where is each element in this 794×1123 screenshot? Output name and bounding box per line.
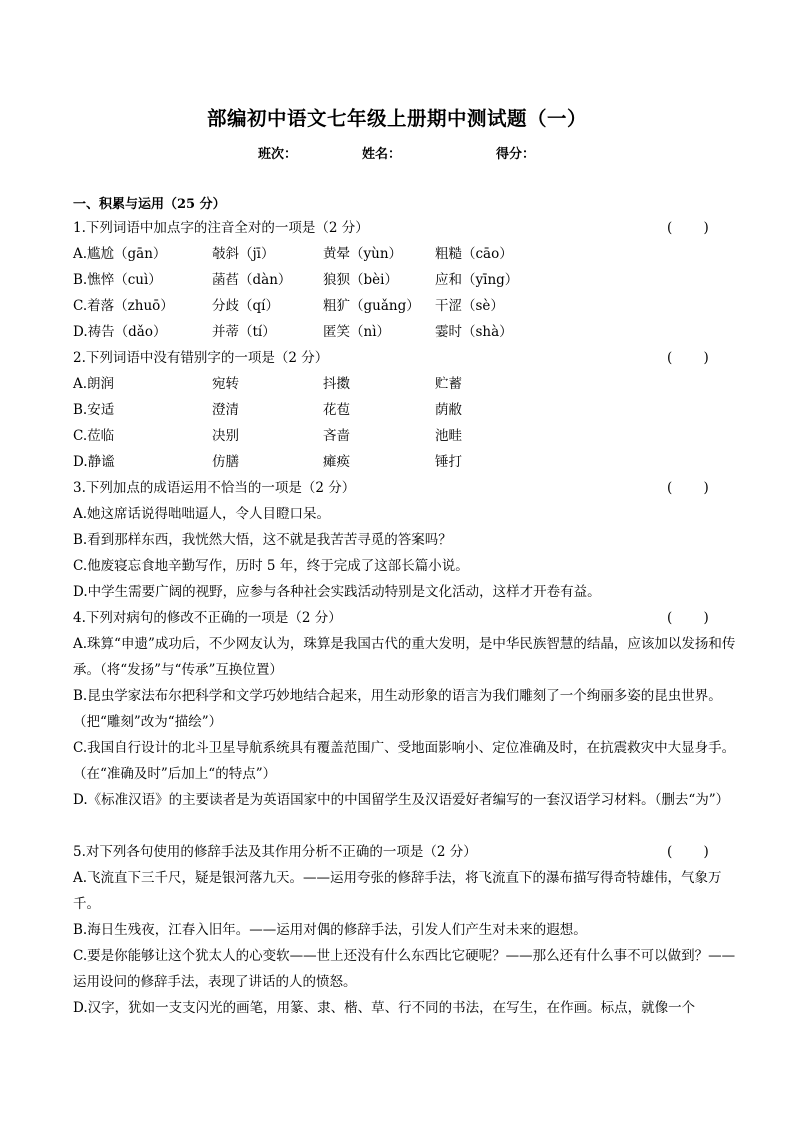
q1-option-cell: C.着落（zhuō） <box>73 298 174 314</box>
name-label: 姓名： <box>362 147 402 162</box>
q3-option: A.她这席话说得咄咄逼人，令人目瞪口呆。 <box>73 506 331 522</box>
q3-option: D.中学生需要广阔的视野，应参与各种社会实践活动特别是文化活动，这样才开卷有益。 <box>73 584 601 600</box>
q4-option: D.《标准汉语》的主要读者是为英语国家中的中国留学生及汉语爱好者编写的一套汉语学习材料。（删去“为”） <box>73 792 730 808</box>
q2-option-cell: D.静谧 <box>73 454 115 470</box>
q1-option-cell: 攲斜（jī） <box>212 246 275 262</box>
q1-option-cell: 狼狈（bèi） <box>323 272 398 288</box>
q4-option: C.我国自行设计的北斗卫星导航系统具有覆盖范围广、受地面影响小、定位准确及时，在抗震救灾中大显身手。（在“准确及时”后加上“的特点”） <box>73 740 736 782</box>
q2-option-cell: 瘫痪 <box>323 454 350 470</box>
q1-option-cell: 霎时（shà） <box>435 324 513 340</box>
q1-option-cell: 黄晕（yùn） <box>323 246 403 262</box>
q3-option: B.看到那样东西，我恍然大悟，这不就是我苦苦寻觅的答案吗？ <box>73 532 452 548</box>
q2-option-cell: 澄清 <box>212 402 239 418</box>
answer-bracket: ( ) <box>667 480 709 496</box>
q2-option-cell: 池畦 <box>435 428 462 444</box>
q3-option: C.他废寝忘食地辛勤写作，历时 5 年，终于完成了这部长篇小说。 <box>73 558 469 574</box>
q2-option-cell: 仿膳 <box>212 454 239 470</box>
q2-option-cell: B.安适 <box>73 402 115 418</box>
q1-option-cell: 粗糙（cāo） <box>435 246 513 262</box>
score-label: 得分： <box>496 147 536 162</box>
q2-option-cell: C.莅临 <box>73 428 115 444</box>
q2-option-cell: 荫敝 <box>435 402 462 418</box>
q5-option: D.汉字，犹如一支支闪光的画笔，用篆、隶、楷、草、行不同的书法，在写生，在作画。标点，就像一个 <box>73 1000 696 1016</box>
q2-option-cell: A.朗润 <box>73 376 115 392</box>
answer-bracket: ( ) <box>667 350 709 366</box>
q2-option-cell: 宛转 <box>212 376 239 392</box>
q4-option: B.昆虫学家法布尔把科学和文学巧妙地结合起来，用生动形象的语言为我们雕刻了一个绚丽多姿的昆虫世界。（把“雕刻”改为“描绘”） <box>73 688 722 730</box>
q5-option: B.海日生残夜，江春入旧年。——运用对偶的修辞手法，引发人们产生对未来的遐想。 <box>73 922 587 938</box>
answer-bracket: ( ) <box>667 610 709 626</box>
q1-option-cell: D.祷告（dǎo） <box>73 324 167 340</box>
q1-option-cell: 并蒂（tí） <box>212 324 276 340</box>
q1-option-cell: 应和（yīng） <box>435 272 519 288</box>
q1-option-cell: A.尴尬（gān） <box>73 246 167 262</box>
question-2-stem: 2.下列词语中没有错别字的一项是（2 分） <box>73 350 329 366</box>
q2-option-cell: 锤打 <box>435 454 462 470</box>
q2-option-cell: 花苞 <box>323 402 350 418</box>
exam-title: 部编初中语文七年级上册期中测试题（一） <box>206 107 587 130</box>
answer-bracket: ( ) <box>667 844 709 860</box>
question-5-stem: 5.对下列各句使用的修辞手法及其作用分析不正确的一项是（2 分） <box>73 844 477 860</box>
q4-option: A.珠算“申遗”成功后，不少网友认为，珠算是我国古代的重大发明，是中华民族智慧的结晶，应该加以发扬和传承。（将“发扬”与“传承”互换位置） <box>73 636 736 678</box>
q1-option-cell: B.憔悴（cuì） <box>73 272 162 288</box>
question-1-stem: 1.下列词语中加点字的注音全对的一项是（2 分） <box>73 220 369 236</box>
q1-option-cell: 菡萏（dàn） <box>212 272 292 288</box>
section-heading: 一、积累与运用（25 分） <box>73 197 226 212</box>
q2-option-cell: 吝啬 <box>323 428 350 444</box>
q1-option-cell: 干涩（sè） <box>435 298 504 314</box>
q5-option: C.要是你能够让这个犹太人的心变软——世上还没有什么东西比它硬呢？——那么还有什么事不可以做到？——运用设问的修辞手法，表现了讲话的人的愤怒。 <box>73 948 736 990</box>
q2-option-cell: 抖擞 <box>323 376 350 392</box>
q2-option-cell: 贮蓄 <box>435 376 462 392</box>
class-label: 班次： <box>258 147 298 162</box>
answer-bracket: ( ) <box>667 220 709 236</box>
q1-option-cell: 匿笑（nì） <box>323 324 391 340</box>
q1-option-cell: 粗犷（guǎng） <box>323 298 420 314</box>
question-3-stem: 3.下列加点的成语运用不恰当的一项是（2 分） <box>73 480 356 496</box>
q1-option-cell: 分歧（qí） <box>212 298 279 314</box>
q5-option: A.飞流直下三千尺，疑是银河落九天。——运用夸张的修辞手法，将飞流直下的瀑布描写得奇特雄伟，气象万千。 <box>73 870 722 912</box>
q2-option-cell: 决别 <box>212 428 239 444</box>
question-4-stem: 4.下列对病句的修改不正确的一项是（2 分） <box>73 610 342 626</box>
